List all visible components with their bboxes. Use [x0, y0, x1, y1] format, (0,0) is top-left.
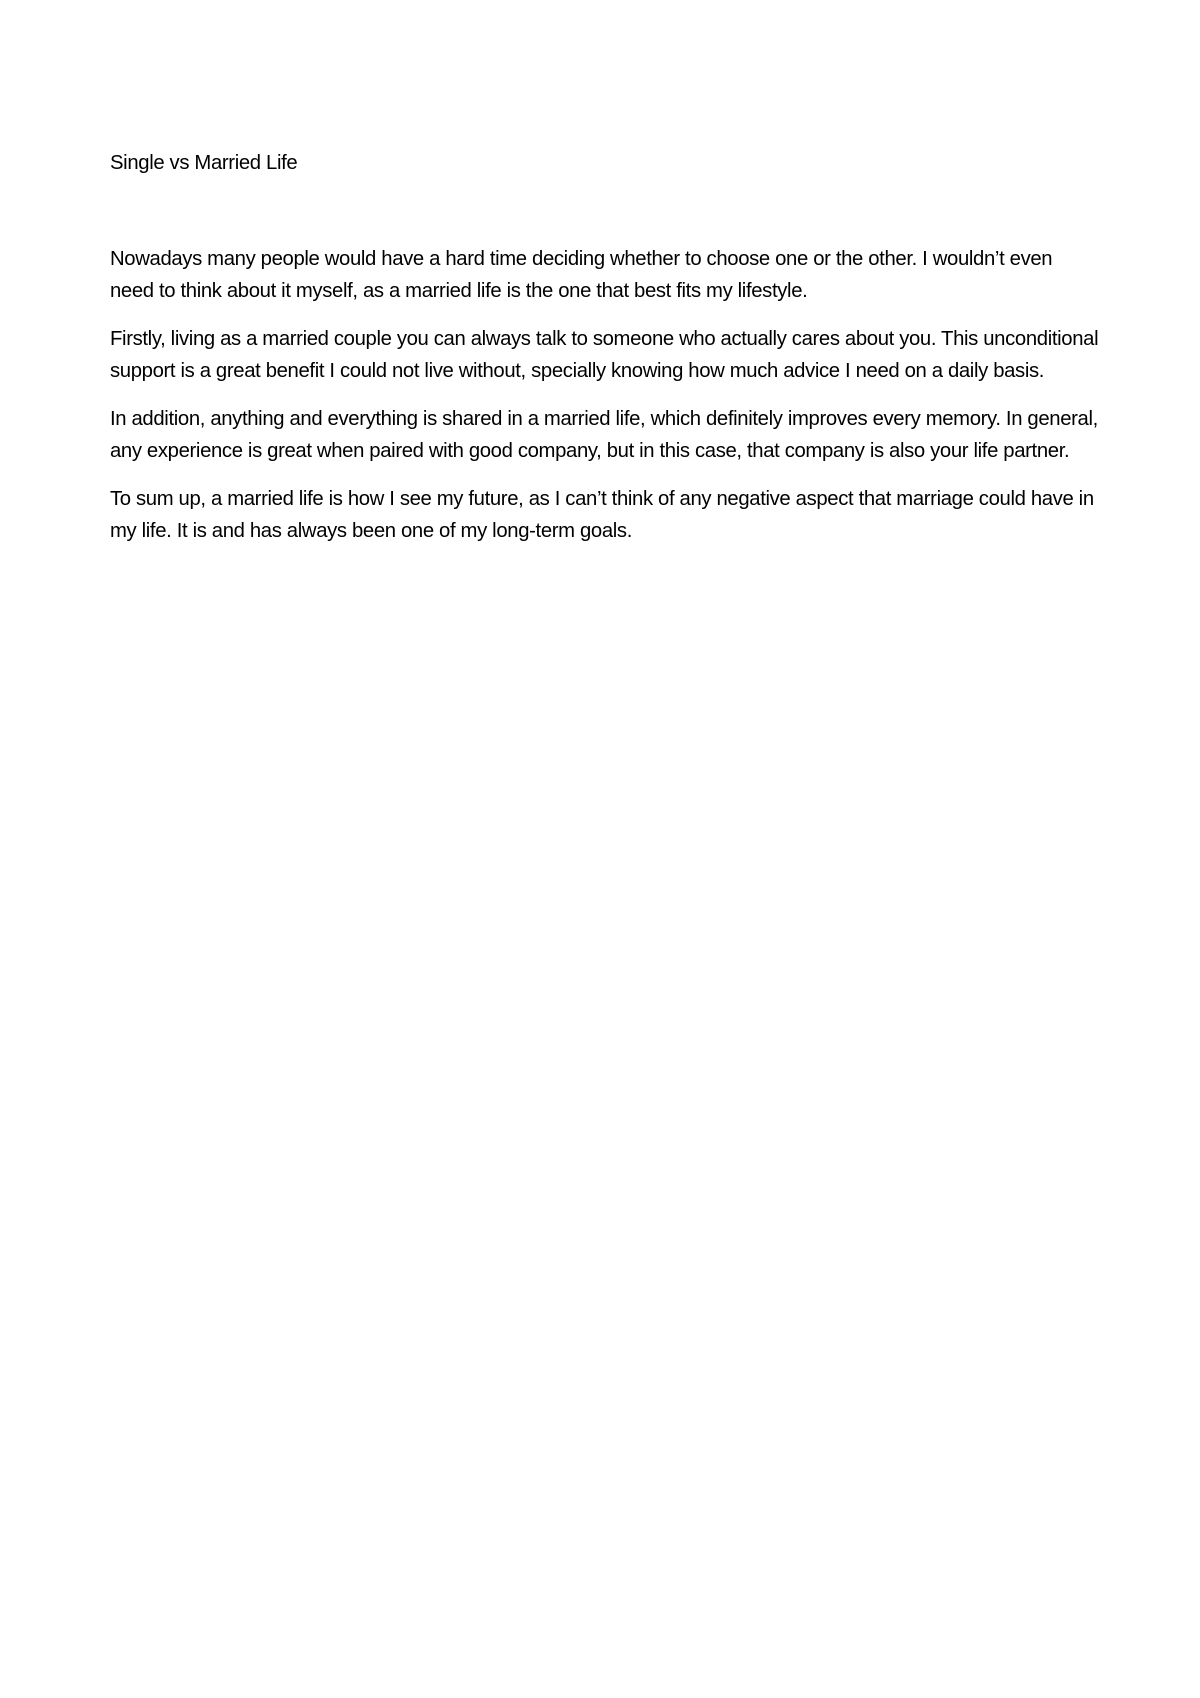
- document-title: Single vs Married Life: [110, 152, 298, 174]
- document-body: [110, 243, 1100, 547]
- paragraph-in-addition: In addition, anything and everything is shared in a married life, which definitely improves every memory. In general, any experience is great when paired with good company, but in this case, that company is also your life partner.: [110, 408, 1098, 462]
- paragraph-conclusion: To sum up, a married life is how I see my future, as I can’t think of any negative aspect that marriage could have in my life. It is and has always been one of my long-term goals.: [110, 488, 1094, 542]
- paragraph-firstly: Firstly, living as a married couple you can always talk to someone who actually cares about you. This unconditional support is a great benefit I could not live without, specially knowing how much advice I need on a daily basis.: [110, 328, 1099, 382]
- document-content: [110, 147, 1100, 563]
- paragraph-introduction: Nowadays many people would have a hard time deciding whether to choose one or the other. I wouldn’t even need to think about it myself, as a married life is the one that best fits my lifestyle.: [110, 248, 1053, 302]
